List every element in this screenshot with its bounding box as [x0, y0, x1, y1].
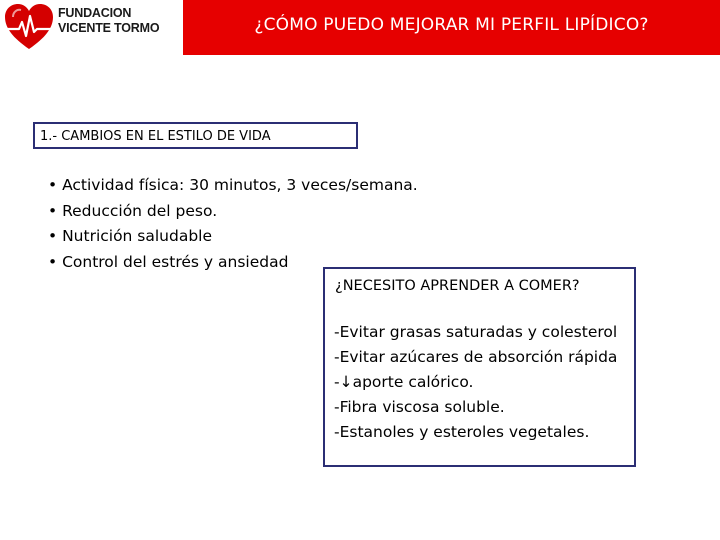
- section-heading-box: [33, 122, 358, 149]
- logo-line-2: VICENTE TORMO: [58, 21, 160, 35]
- logo-text: [58, 6, 159, 36]
- list-item: • Nutrición saludable: [48, 227, 213, 245]
- diet-title: ¿NECESITO APRENDER A COMER?: [335, 278, 580, 294]
- list-item: • Reducción del peso.: [48, 201, 218, 220]
- list-item: -Evitar grasas saturadas y colesterol: [334, 323, 618, 341]
- list-item: • Actividad física: 30 minutos, 3 veces/semana.: [48, 176, 418, 194]
- section-title: 1.- CAMBIOS EN EL ESTILO DE VIDA: [40, 129, 271, 144]
- list-item: • Control del estrés y ansiedad: [48, 252, 289, 271]
- foundation-logo: [0, 0, 183, 55]
- list-item: -Evitar azúcares de absorción rápida: [334, 348, 618, 366]
- diet-box: [323, 267, 636, 467]
- list-item: -Fibra viscosa soluble.: [334, 398, 505, 416]
- lifestyle-bullet-list: [48, 173, 418, 275]
- logo-line-1: FUNDACION: [58, 6, 132, 20]
- diet-list: [334, 320, 617, 445]
- list-item: -Estanoles y esteroles vegetales.: [334, 423, 590, 441]
- header-bar: [183, 0, 720, 55]
- heart-pulse-icon: [3, 2, 55, 52]
- page-title: ¿CÓMO PUEDO MEJORAR MI PERFIL LIPÍDICO?: [254, 15, 649, 35]
- list-item: -↓aporte calórico.: [334, 373, 474, 391]
